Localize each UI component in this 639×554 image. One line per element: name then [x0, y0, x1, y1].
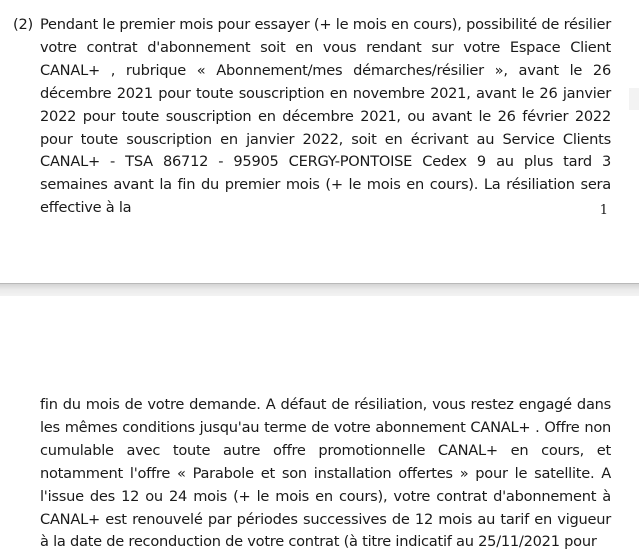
- page-separator: [0, 283, 639, 297]
- scroll-edge-marker: [629, 88, 639, 110]
- continuation-paragraph: fin du mois de votre demande. A défaut de résiliation, vous restez engagé dans les mêmes conditions jusqu'au terme de votre abonnement CANAL+ . Offre non cumulable avec toute autre offre promotionnelle CANAL+ en cours, et notamment l'offre « Parabole et son installation offertes » pour le satellite. A l'issue des 12 ou 24 mois (+ le mois en cours), votre contrat d'abonnement à CANAL+ est renouvelé par périodes successives de 12 mois au tarif en vigueur à la date de reconduction de votre contrat (à titre indicatif au 25/11/2021 pour: [40, 396, 611, 551]
- page-number: 1: [599, 203, 608, 218]
- footnote-paragraph: [13, 14, 611, 220]
- footnote-marker: (2): [13, 16, 33, 33]
- footnote-text: Pendant le premier mois pour essayer (+ le mois en cours), possibilité de résilier votre contrat d'abonnement soit en vous rendant sur votre Espace Client CANAL+ , rubrique « Abonnement/mes démarches/résilier », avant le 26 décembre 2021 pour toute souscription en novembre 2021, avant le 26 janvier 2022 pour toute souscription en décembre 2021, ou avant le 26 février 2022 pour toute souscription en janvier 2022, soit en écrivant au Service Clients CANAL+ - TSA 86712 - 95905 CERGY-PONTOISE Cedex 9 au plus tard 3 semaines avant la fin du premier mois (+ le mois en cours). La résiliation sera effective à la: [40, 16, 611, 217]
